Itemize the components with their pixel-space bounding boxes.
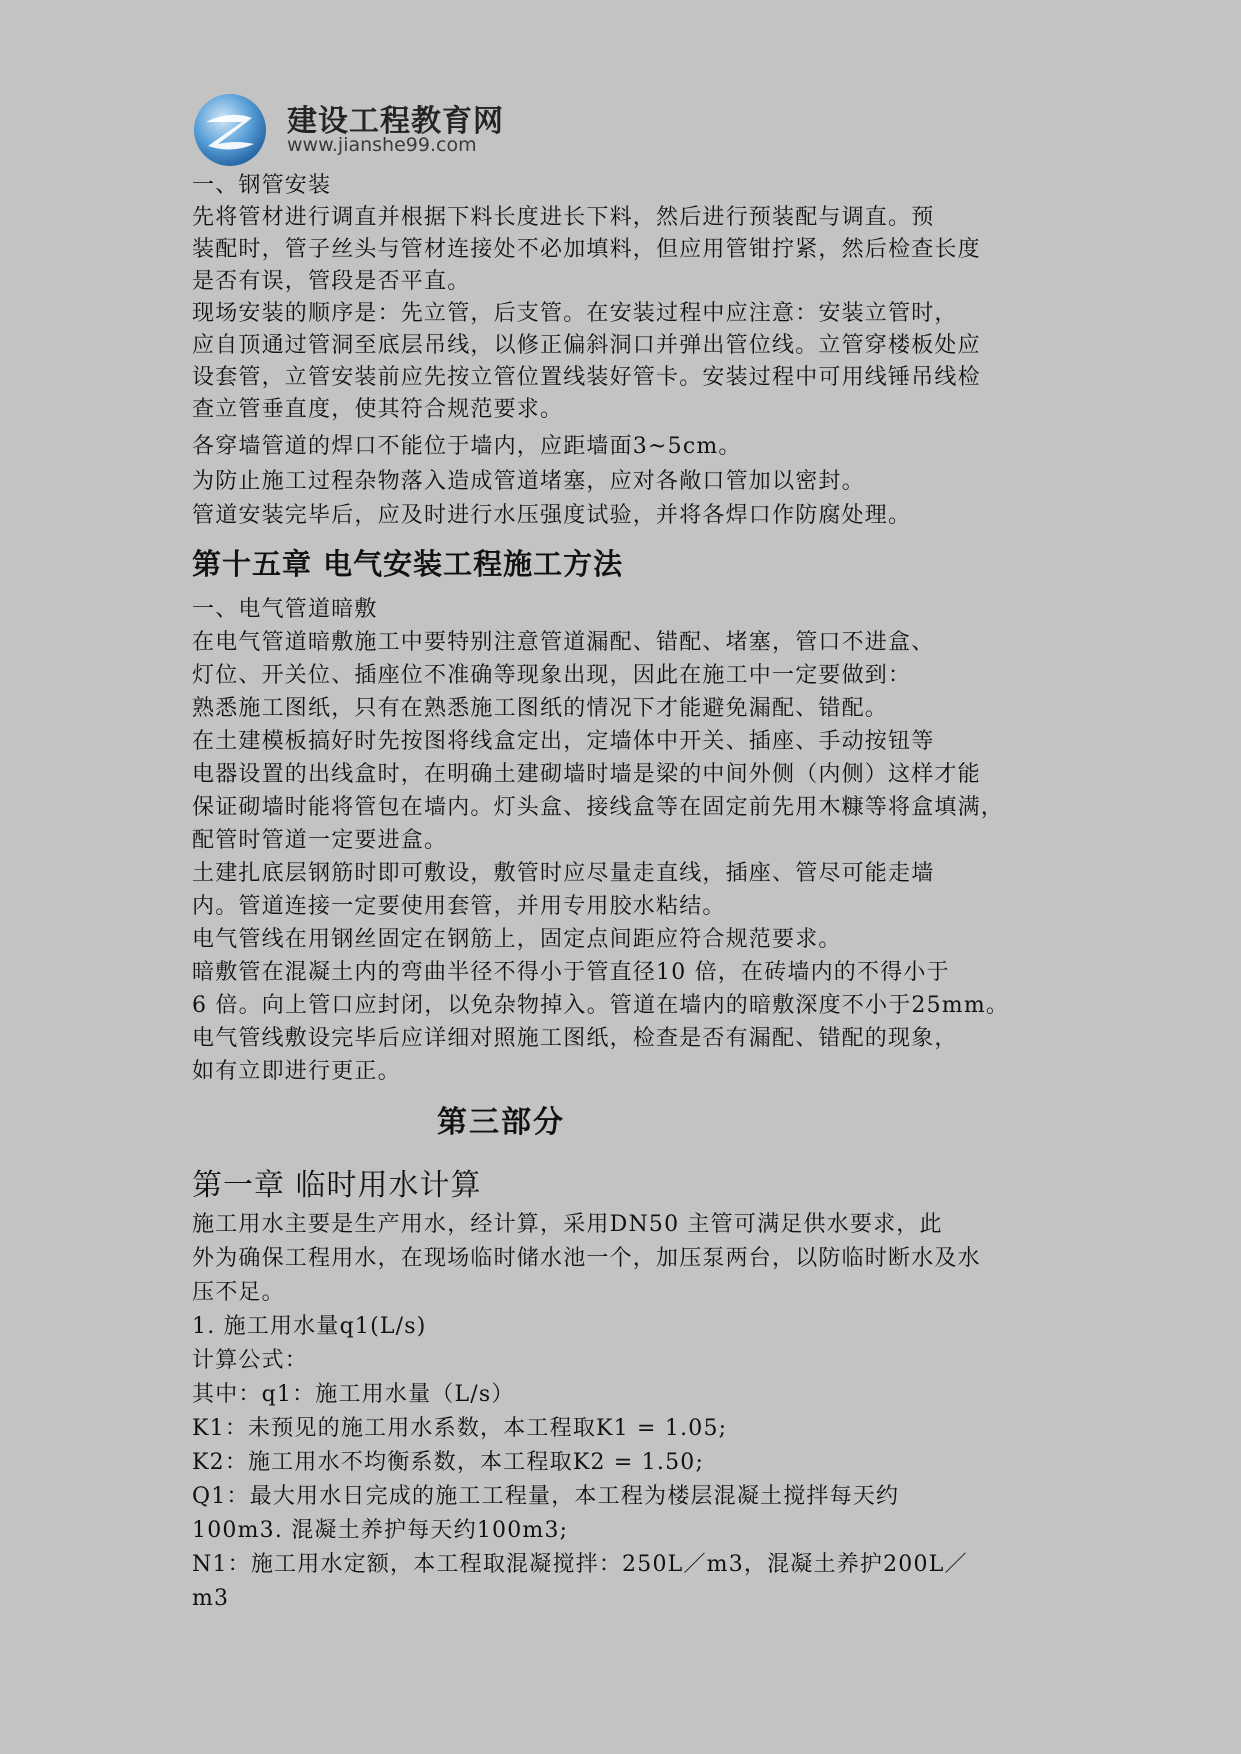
logo-site-url: www.jianshe99.com bbox=[287, 134, 477, 156]
part-title: 第三部分 bbox=[437, 1105, 565, 1140]
paragraph-line: 先将管材进行调直并根据下料长度进长下料，然后进行预装配与调直。预 bbox=[192, 205, 935, 230]
site-logo bbox=[192, 92, 504, 168]
paragraph-line: K1：未预见的施工用水系数，本工程取K1 = 1.05; bbox=[192, 1416, 728, 1441]
paragraph-line: 施工用水主要是生产用水，经计算，采用DN50 主管可满足供水要求，此 bbox=[192, 1212, 943, 1237]
paragraph-line: 电器设置的出线盒时，在明确土建砌墙时墙是梁的中间外侧（内侧）这样才能 bbox=[192, 762, 981, 787]
paragraph-line: 是否有误，管段是否平直。 bbox=[192, 269, 471, 294]
paragraph-line: 装配时，管子丝头与管材连接处不必加填料，但应用管钳拧紧，然后检查长度 bbox=[192, 237, 981, 262]
chapter-title-15: 第十五章 电气安装工程施工方法 bbox=[192, 547, 624, 581]
paragraph-line: 现场安装的顺序是：先立管，后支管。在安装过程中应注意：安装立管时， bbox=[192, 301, 958, 326]
paragraph-line: 灯位、开关位、插座位不准确等现象出现，因此在施工中一定要做到： bbox=[192, 663, 912, 688]
paragraph-line: 计算公式： bbox=[192, 1348, 309, 1373]
paragraph-line: 电气管线在用钢丝固定在钢筋上，固定点间距应符合规范要求。 bbox=[192, 927, 842, 952]
paragraph-line: N1：施工用水定额，本工程取混凝搅拌：250L／m3，混凝土养护200L／ bbox=[192, 1552, 968, 1577]
chapter-title-1: 第一章 临时用水计算 bbox=[192, 1168, 482, 1203]
paragraph-line: 100m3. 混凝土养护每天约100m3; bbox=[192, 1518, 569, 1543]
paragraph-line: 设套管，立管安装前应先按立管位置线装好管卡。安装过程中可用线锤吊线检 bbox=[192, 365, 981, 390]
paragraph-line: 如有立即进行更正。 bbox=[192, 1059, 401, 1084]
paragraph-line: 配管时管道一定要进盒。 bbox=[192, 828, 448, 853]
paragraph-line: 在电气管道暗敷施工中要特别注意管道漏配、错配、堵塞，管口不进盒、 bbox=[192, 630, 935, 655]
paragraph-line: 内。管道连接一定要使用套管，并用专用胶水粘结。 bbox=[192, 894, 726, 919]
paragraph-line: 为防止施工过程杂物落入造成管道堵塞，应对各敞口管加以密封。 bbox=[192, 469, 865, 494]
paragraph-line: 外为确保工程用水，在现场临时储水池一个，加压泵两台，以防临时断水及水 bbox=[192, 1246, 981, 1271]
paragraph-line: m3 bbox=[192, 1586, 230, 1611]
paragraph-line: 土建扎底层钢筋时即可敷设，敷管时应尽量走直线，插座、管尽可能走墙 bbox=[192, 861, 935, 886]
paragraph-line: 管道安装完毕后，应及时进行水压强度试验，并将各焊口作防腐处理。 bbox=[192, 503, 912, 528]
logo-site-name: 建设工程教育网 bbox=[287, 104, 504, 139]
paragraph-line: 其中：q1：施工用水量（L/s） bbox=[192, 1382, 515, 1407]
paragraph-line: 暗敷管在混凝土内的弯曲半径不得小于管直径10 倍，在砖墙内的不得小于 bbox=[192, 960, 950, 985]
section-heading-steel: 一、钢管安装 bbox=[192, 173, 332, 198]
paragraph-line: 电气管线敷设完毕后应详细对照施工图纸，检查是否有漏配、错配的现象， bbox=[192, 1026, 958, 1051]
section-heading-electric: 一、电气管道暗敷 bbox=[192, 597, 378, 622]
paragraph-line: Q1：最大用水日完成的施工工程量，本工程为楼层混凝土搅拌每天约 bbox=[192, 1484, 900, 1509]
paragraph-line: K2：施工用水不均衡系数，本工程取K2 = 1.50; bbox=[192, 1450, 705, 1475]
paragraph-line: 压不足。 bbox=[192, 1280, 285, 1305]
formula-heading: 1. 施工用水量q1(L/s) bbox=[192, 1314, 427, 1339]
logo-emblem-icon bbox=[192, 92, 268, 168]
paragraph-line: 应自顶通过管洞至底层吊线，以修正偏斜洞口并弹出管位线。立管穿楼板处应 bbox=[192, 333, 981, 358]
paragraph-line: 在土建模板搞好时先按图将线盒定出，定墙体中开关、插座、手动按钮等 bbox=[192, 729, 935, 754]
paragraph-line: 6 倍。向上管口应封闭，以免杂物掉入。管道在墙内的暗敷深度不小于25mm。 bbox=[192, 993, 1010, 1018]
paragraph-line: 查立管垂直度，使其符合规范要求。 bbox=[192, 397, 564, 422]
paragraph-line: 各穿墙管道的焊口不能位于墙内，应距墙面3~5cm。 bbox=[192, 434, 742, 459]
paragraph-line: 熟悉施工图纸，只有在熟悉施工图纸的情况下才能避免漏配、错配。 bbox=[192, 696, 889, 721]
paragraph-line: 保证砌墙时能将管包在墙内。灯头盒、接线盒等在固定前先用木糠等将盒填满， bbox=[192, 795, 1005, 820]
